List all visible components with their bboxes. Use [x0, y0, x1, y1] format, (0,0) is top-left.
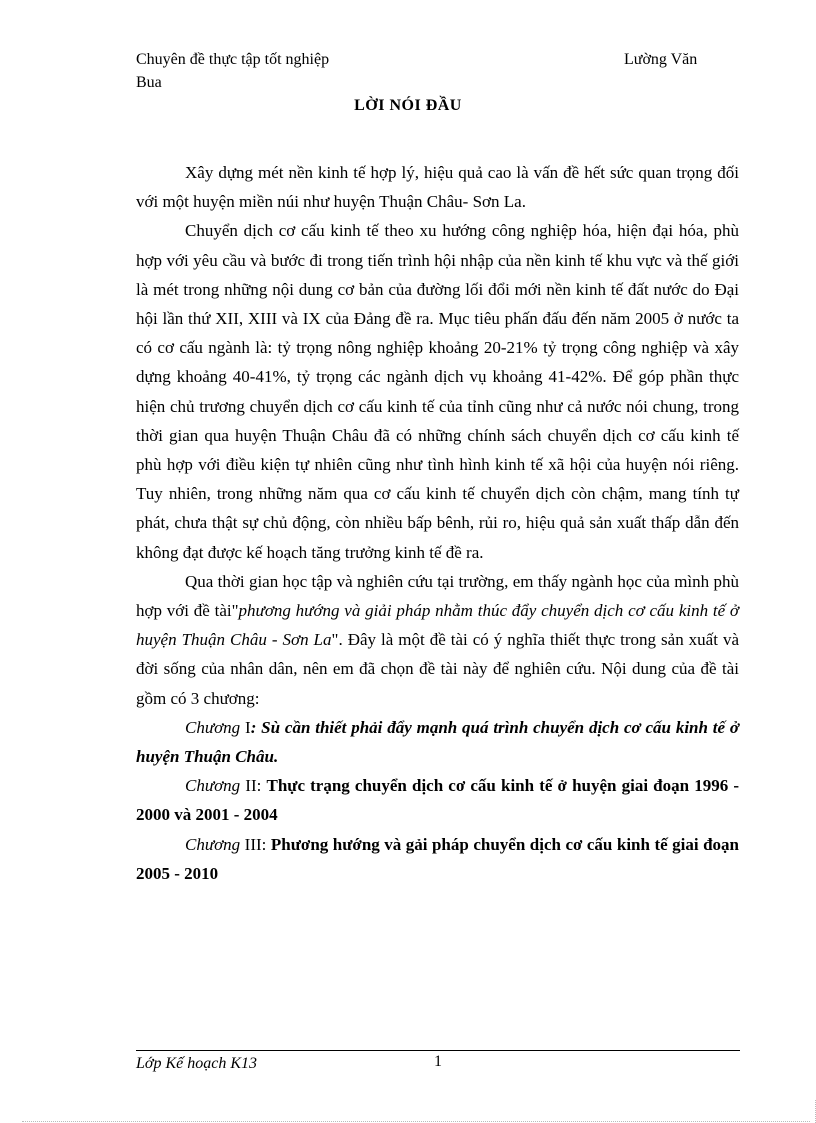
- paragraph-context: Chuyển dịch cơ cấu kinh tế theo xu hướng công nghiệp hóa, hiện đại hóa, phù hợp với yêu cầu và bước đi trong tiến trình hội nhập của nền kinh tế khu vực và thế giới là mét trong những nội dung cơ bản của đường lối đổi mới nền kinh tế đất nước do Đại hội lần thứ XII, XIII và IX của Đảng đề ra. Mục tiêu phấn đấu đến năm 2005 ở nước ta có cơ cấu ngành là: tỷ trọng nông nghiệp khoảng 20-21% tỷ trọng công nghiệp và xây dựng khoảng 40-41%, tỷ trọng các ngành dịch vụ khoảng 41-42%. Để góp phần thực hiện chủ trương chuyển dịch cơ cấu kinh tế của tỉnh cũng như cả nước nói chung, trong thời gian qua huyện Thuận Châu đã có những chính sách chuyển dịch cơ cấu kinh tế phù hợp với điều kiện tự nhiên cũng như tình hình kinh tế xã hội của huyện nói riêng. Tuy nhiên, trong những năm qua cơ cấu kinh tế chuyển dịch còn chậm, mang tính tự phát, chưa thật sự chủ động, còn nhiều bấp bênh, rủi ro, hiệu quả sản xuất thấp dẫn đến không đạt được kế hoạch tăng trưởng kinh tế đề ra.: [136, 221, 739, 562]
- chapter-2-title: Thực trạng chuyển dịch cơ cấu kinh tế ở huyện giai đoạn 1996 - 2000 và 2001 - 2004: [136, 776, 739, 825]
- header-document-type: Chuyên đề thực tập tốt nghiệp: [136, 51, 330, 68]
- paragraph-intro: Xây dựng mét nền kinh tế hợp lý, hiệu quả cao là vấn đề hết sức quan trọng đối với một huyện miền núi như huyện Thuận Châu- Sơn La.: [136, 163, 739, 212]
- chapter-2-number: II:: [240, 776, 267, 796]
- header-author: Lường Văn: [624, 51, 698, 68]
- page-title: LỜI NÓI ĐẦU: [354, 97, 462, 114]
- chapter-2-label: Chương: [185, 776, 241, 796]
- page-edge-marker: [22, 1121, 810, 1122]
- paragraph-topic: [136, 567, 739, 713]
- chapter-item-1: [136, 713, 739, 771]
- topic-title: phương hướng và giải pháp nhằm thúc đẩy chuyển dịch cơ cấu kinh tế ở huyện Thuận Châu - Sơn La: [136, 601, 739, 650]
- chapter-1-label: Chương: [185, 717, 241, 737]
- chapter-3-title: Phương hướng và gải pháp chuyển dịch cơ cấu kinh tế giai đoạn 2005 - 2010: [136, 834, 739, 883]
- chapter-3-label: Chương: [185, 834, 241, 854]
- chapter-item-2: [136, 771, 739, 829]
- topic-lead-text: Qua thời gian học tập và nghiên cứu tại trường, em thấy ngành học của mình phù hợp với đề tài": [136, 571, 739, 621]
- footer-divider: [136, 1050, 740, 1051]
- page-number: 1: [434, 1053, 442, 1070]
- chapter-3-number: III:: [240, 834, 271, 854]
- footer-class-name: Lớp Kế hoạch K13: [136, 1055, 257, 1072]
- chapter-1-number: I: [240, 717, 251, 737]
- document-body: [136, 158, 739, 888]
- chapter-item-3: [136, 830, 739, 888]
- chapter-1-title: : Sù cần thiết phải đẩy mạnh quá trình chuyển dịch cơ cấu kinh tế ở huyện Thuận Châu.: [136, 717, 740, 767]
- header-author-wrap: Bua: [136, 74, 162, 91]
- topic-trail-text: ". Đây là một đề tài có ý nghĩa thiết thực trong sản xuất và đời sống của nhân dân, nên em đã chọn đề tài này để nghiên cứu. Nội dung của đề tài gồm có 3 chương:: [136, 630, 739, 708]
